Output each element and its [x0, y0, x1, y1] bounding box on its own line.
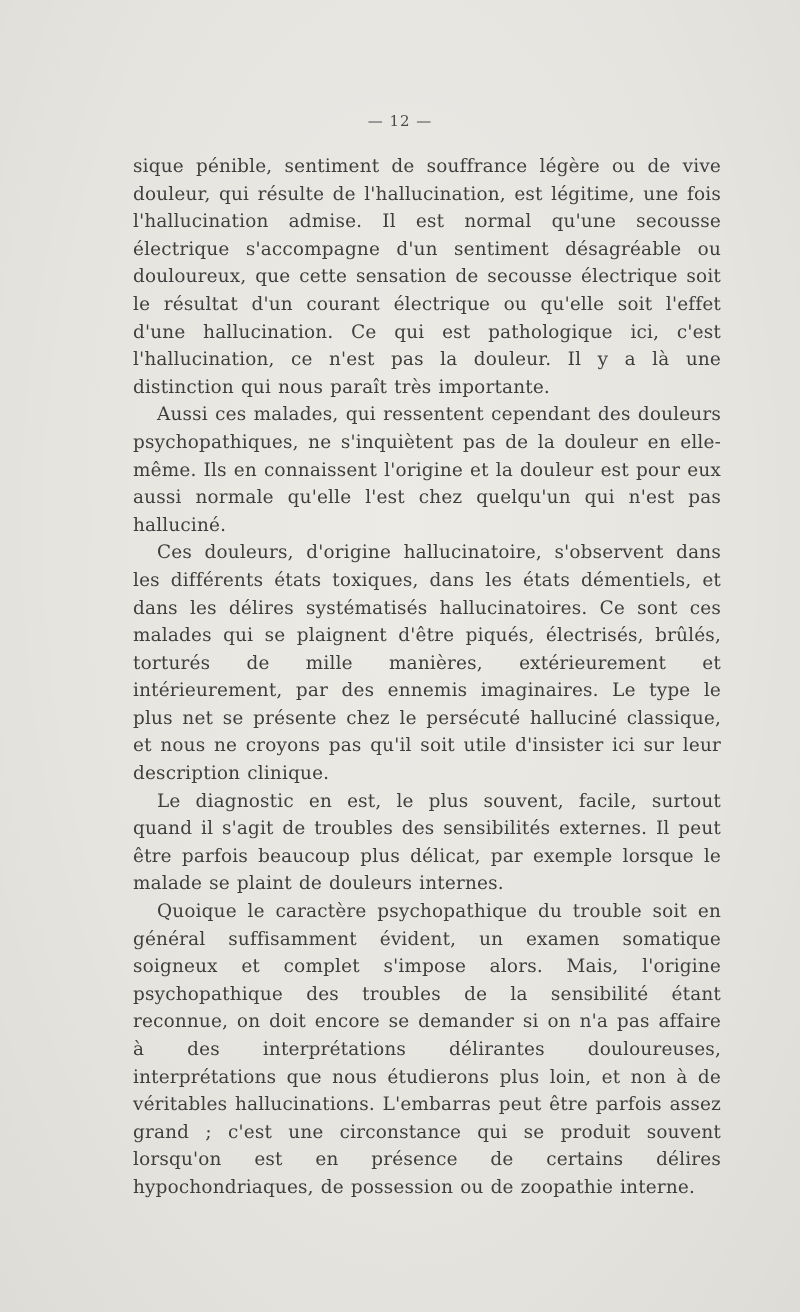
paragraph-1: sique pénible, sentiment de souffrance légère ou de vive douleur, qui résulte de l'hallucination, est légitime, une fois l'hallucination admise. Il est normal qu'une secousse électrique s'accompagne d'un sentiment désagréable ou douloureux, que cette sensation de secousse électrique soit le résultat d'un courant électrique ou qu'elle soit l'effet d'une hallucination. Ce qui est pathologique ici, c'est l'hallucination, ce n'est pas la douleur. Il y a là une distinction qui nous paraît très importante. [133, 156, 721, 398]
paragraph-2: Aussi ces malades, qui ressentent cependant des douleurs psychopathiques, ne s'inquiètent pas de la douleur en elle-même. Ils en connaissent l'origine et la douleur est pour eux aussi normale qu'elle l'est chez quelqu'un qui n'est pas halluciné. [133, 404, 721, 536]
paragraph-3: Ces douleurs, d'origine hallucinatoire, s'observent dans les différents états toxiques, dans les états démentiels, et dans les délires systématisés hallucinatoires. Ce sont ces malades qui se plaignent d'être piqués, électrisés, brûlés, torturés de mille manières, extérieurement et intérieurement, par des ennemis imaginaires. Le type le plus net se présente chez le persécuté halluciné classique, et nous ne croyons pas qu'il soit utile d'insister ici sur leur description clinique. [133, 542, 721, 785]
paragraph-5: Quoique le caractère psychopathique du trouble soit en général suffisamment évident, un examen somatique soigneux et complet s'impose alors. Mais, l'origine psychopathique des troubles de la sensibilité étant reconnue, on doit encore se demander si on n'a pas affaire à des interprétations délirantes douloureuses, interprétations que nous étudierons plus loin, et non à de véritables hallucinations. L'embarras peut être parfois assez grand ; c'est une circonstance qui se produit souvent lorsqu'on est en présence de certains délires hypochondriaques, de possession ou de zoopathie interne. [133, 901, 721, 1198]
page-number: — 12 — [367, 112, 433, 130]
body-text [133, 153, 721, 1202]
paragraph-4: Le diagnostic en est, le plus souvent, facile, surtout quand il s'agit de troubles des sensibilités externes. Il peut être parfois beaucoup plus délicat, par exemple lorsque le malade se plaint de douleurs internes. [133, 790, 721, 895]
